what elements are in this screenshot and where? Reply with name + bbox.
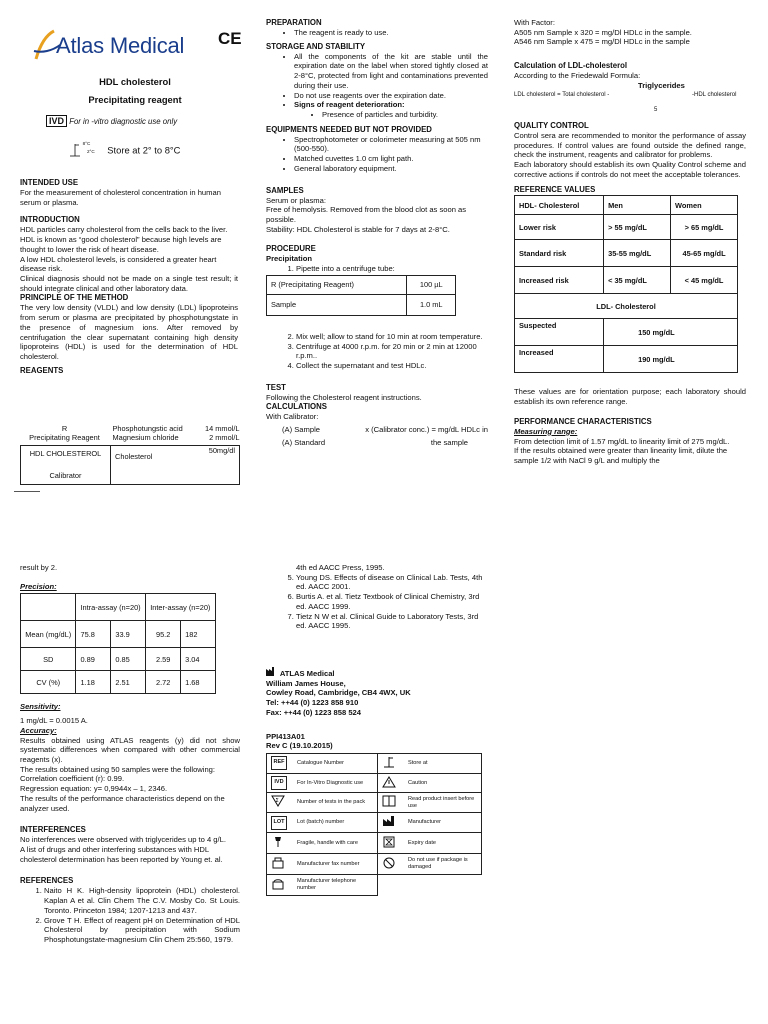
doc-code: PPI413A01	[266, 731, 305, 741]
temperature-icon	[382, 756, 396, 768]
temp-hi: 8°C	[82, 141, 91, 147]
list-item: • All the components of the kit are stable until the expiration date on the label when stored tightly closed at 2-8°C, protected from light and contaminations prevented during their use.	[294, 52, 488, 91]
factor-line-1: A505 nm Sample x 320 = mg/Dl HDLc in the sample.	[514, 27, 692, 37]
table-row: Manufacturer telephone number	[267, 874, 482, 895]
principle-heading: PRINCIPLE OF THE METHOD	[20, 293, 129, 303]
title-line1: HDL cholesterol	[99, 76, 171, 87]
intro-para-4: Clinical diagnosis should not be made on a single test result; it should integrate clinical and other laboratory data.	[20, 273, 238, 293]
accuracy-line-5: The results of the performance characteristics depend on the analyzer used.	[20, 793, 225, 813]
symbols-legend	[266, 753, 482, 896]
thermometer-icon	[66, 142, 84, 160]
table-row	[21, 424, 240, 445]
calculations-heading: CALCULATIONS	[266, 402, 327, 412]
table-row: R (Precipitating Reagent) 100 µL	[267, 275, 456, 294]
accuracy-line-4: Regression equation: y= 0,9944x – 1, 2346.	[20, 784, 168, 794]
procedure-heading: PROCEDURE	[266, 244, 316, 254]
accuracy-line-1: Results obtained using ATLAS reagents (y) did not show systematic differences when compared with other commercial reagents (x).	[20, 735, 240, 765]
reference-3-continuation: 4th ed AACC Press, 1995.	[296, 563, 385, 572]
table-row: Sample 1.0 mL	[267, 294, 456, 315]
factor-line-2: A546 nm Sample x 475 = mg/Dl HDLc in the sample	[514, 37, 690, 47]
company-name: ATLAS Medical	[279, 669, 335, 679]
preparation-heading: PREPARATION	[266, 18, 322, 27]
intended-use-heading: INTENDED USE	[20, 178, 79, 187]
list-item: • Do not use reagents over the expiration date.	[294, 91, 488, 101]
procedure-sub: Precipitation	[266, 254, 312, 264]
ref-values-heading: REFERENCE VALUES	[514, 185, 596, 195]
divider	[14, 491, 40, 492]
with-factor: With Factor:	[514, 18, 555, 27]
calibrator-sub: Calibrator	[49, 470, 82, 480]
list-item: 7. Tietz N W et al. Clinical Guide to Laboratory Tests, 3rd ed. AACC 1995.	[296, 612, 490, 631]
list-item: • Matched cuvettes 1.0 cm light path.	[294, 154, 488, 164]
column-2	[266, 18, 488, 447]
references-heading: REFERENCES	[20, 876, 74, 886]
samples-line-2: Free of hemolysis. Removed from the blood clot as soon as possible.	[266, 205, 467, 224]
column-1	[20, 178, 238, 376]
table-row: LOT Lot (batch) number Manufacturer	[267, 813, 482, 833]
interferences-line-1: No interferences were observed with triglycerides up to 4 g/L.	[20, 835, 226, 845]
book-icon	[382, 795, 396, 807]
list-item: 1. Pipette into a centrifuge tube:	[296, 264, 488, 274]
factory-icon	[266, 667, 278, 676]
ref-icon: REF	[271, 756, 287, 770]
table-row: Increased risk < 35 mg/dL < 45 mg/dL	[515, 267, 738, 294]
list-item: • Presence of particles and turbidity.	[322, 110, 488, 120]
interferences-heading: INTERFERENCES	[20, 825, 86, 835]
doc-revision: Rev C (19.10.2015)	[266, 741, 333, 751]
reagent-comp-2: Magnesium chloride	[112, 433, 179, 443]
table-row: IVD For In-Vitro Diagnostic use Caution	[267, 773, 482, 793]
calibrator-name: HDL CHOLESTEROL	[29, 449, 102, 459]
table-row: Suspected 150 mg/dL	[515, 319, 738, 346]
reagents-heading: REAGENTS	[20, 365, 64, 375]
reagent-comp-1: Phosphotungstic acid	[112, 424, 183, 433]
calc-line-1: (A) Sample x (Calibrator conc.) = mg/dL HDLc in	[282, 425, 488, 435]
do-not-use-label: Do not use if package is damaged	[408, 857, 468, 870]
table-row: SD 0.89 0.85 2.59 3.04	[21, 648, 216, 671]
reagent-code: R	[61, 424, 68, 433]
samples-heading: SAMPLES	[266, 185, 304, 195]
temp-lo: 2°C	[86, 149, 95, 155]
svg-text:Σ: Σ	[275, 798, 279, 805]
qc-heading: QUALITY CONTROL	[514, 120, 589, 130]
samples-line-3: Stability: HDL Cholesterol is stable for 7 days at 2-8°C.	[266, 224, 450, 234]
precision-table	[20, 593, 216, 694]
lot-icon: LOT	[271, 816, 287, 830]
intro-para-2: HDL is known as “good cholesterol” because high levels are thought to lower the risk of heart disease.	[20, 235, 222, 254]
table-row	[21, 445, 240, 484]
manufacturer-icon	[382, 815, 396, 827]
intro-para-3: A low HDL cholesterol levels, is considered a greater heart disease risk.	[20, 254, 217, 274]
test-text: Following the Cholesterol reagent instructions.	[266, 392, 422, 402]
test-heading: TEST	[266, 382, 286, 392]
introduction-heading: INTRODUCTION	[20, 215, 80, 225]
ref-note: These values are for orientation purpose; each laboratory should establish its own reference range.	[514, 387, 746, 407]
table-row: Intra-assay (n=20) Inter-assay (n=20)	[21, 594, 216, 621]
table-row: HDL- Cholesterol Men Women	[515, 196, 738, 215]
column-3	[514, 18, 746, 466]
storage-temp-note	[66, 142, 180, 160]
list-item: 5. Young DS. Effects of disease on Clinical Lab. Tests, 4th ed. AACC 2001.	[296, 573, 490, 592]
reagent-conc-1: 14 mmol/L	[204, 424, 240, 433]
measuring-range-label: Measuring range:	[514, 426, 578, 436]
phone-line: Tel: ++44 (0) 1223 858 910	[266, 698, 359, 708]
list-item: • General laboratory equipment.	[294, 164, 488, 174]
measuring-range-p2: If the results obtained were greater than linearity limit, dilute the sample 1/2 with NaCl 9 g/L and multiply the	[514, 446, 728, 465]
with-calibrator: With Calibrator:	[266, 412, 319, 422]
calc-line-2: (A) Standard the sample	[282, 437, 468, 447]
product-title	[20, 76, 250, 106]
list-item: • Spectrophotometer or colorimeter measuring at 505 nm (500-550).	[294, 135, 488, 154]
fax-icon	[271, 857, 285, 869]
table-row: Mean (mg/dL) 75.8 33.9 95.2 182	[21, 621, 216, 648]
qc-para-1: Control sera are recommended to monitor the performance of assay procedures. If control values are found outside the defined range, check the instrument, reagents and calibrator for problems.	[514, 130, 746, 160]
ldl-calc-intro: According to the Friedewald Formula:	[514, 71, 641, 81]
title-line2: Precipitating reagent	[88, 94, 182, 106]
reagent-conc-2: 2 mmol/L	[209, 433, 240, 443]
table-row: CV (%) 1.18 2.51 2.72 1.68	[21, 671, 216, 694]
table-row: LDL- Cholesterol	[515, 294, 738, 319]
table-row: Fragile, handle with care Expiry date	[267, 832, 482, 853]
brand-name: Atlas Medical	[56, 33, 185, 58]
table-row: Σ Number of tests in the pack Read product insert before use	[267, 793, 482, 813]
measuring-range-p1: From detection limit of 1.57 mg/dL to linearity limit of 275 mg/dL.	[514, 436, 730, 446]
lower-column-2	[266, 563, 490, 896]
list-item: 6. Burtis A. et al. Tietz Textbook of Clinical Chemistry, 3rd ed. AACC 1999.	[296, 592, 490, 611]
table-row: REF Catalogue Number Store at	[267, 754, 482, 774]
table-row: Manufacturer fax number Do not use if package is damaged	[267, 853, 482, 874]
calibrator-conc: 50mg/dl	[208, 445, 235, 455]
list-item: 1. Naito H K. High-density lipoprotein (HDL) cholesterol. Kaplan A et al. Clin Chem The C.V. Mosby Co. St Louis. Toronto. Princeton 1984; 1207-1213 and 437.	[44, 886, 240, 915]
list-item: • The reagent is ready to use.	[294, 28, 488, 38]
lower-column-1	[20, 563, 240, 945]
ivd-text: For in -vitro diagnostic use only	[69, 117, 178, 126]
expiry-hourglass-icon	[382, 836, 396, 848]
table-row: Lower risk > 55 mg/dL > 65 mg/dL	[515, 215, 738, 240]
list-item: 4. Collect the supernatant and test HDLc.	[296, 361, 488, 371]
intended-use-text: For the measurement of cholesterol concentration in human serum or plasma.	[20, 187, 221, 207]
intro-para-1: HDL particles carry cholesterol from the cells back to the liver.	[20, 225, 228, 235]
fax-line: Fax: ++44 (0) 1223 858 524	[266, 707, 361, 717]
principle-text: The very low density (VLDL) and low density (LDL) lipoproteins from serum or plasma are precipitated by phosphotungstate in the presence of magnesium ions. After removed by centrifugation the clear supernatant containing high density lipoproteins (HDL) is used for the determination of HDL cholesterol.	[20, 303, 238, 361]
ce-mark: CE	[218, 29, 242, 48]
accuracy-line-3: Correlation coefficient (r): 0.99.	[20, 774, 125, 784]
reagents-table	[20, 424, 240, 485]
ivd-note	[46, 116, 177, 128]
qc-para-2: Each laboratory should establish its own Quality Control scheme and corrective actions if controls do not meet the acceptable tolerances.	[514, 159, 746, 179]
range-continuation: result by 2.	[20, 563, 58, 572]
list-item: 3. Centrifuge at 4000 r.p.m. for 20 min or 2 min at 12000 r.p.m..	[296, 342, 488, 361]
doc-info	[266, 732, 490, 751]
caution-icon	[382, 776, 396, 788]
ivd-icon: IVD	[271, 776, 287, 790]
list-item: • Signs of reagent deterioration:	[294, 100, 488, 110]
interferences-line-2: A list of drugs and other interfering substances with HDL cholesterol determination has been reported by Young et. al.	[20, 845, 223, 864]
equipment-heading: EQUIPMENTS NEEDED BUT NOT PROVIDED	[266, 124, 432, 134]
precipitation-table	[266, 275, 456, 316]
reference-values-table	[514, 195, 738, 373]
brand-logo	[32, 26, 232, 66]
ivd-badge: IVD	[46, 115, 67, 127]
reagent-name: Precipitating Reagent	[29, 433, 100, 443]
address-line: Cowley Road, Cambridge, CB4 4WX, UK	[266, 688, 411, 698]
tests-count-icon	[271, 795, 285, 807]
storage-note-text: Store at 2° to 8°C	[107, 144, 181, 156]
sensitivity-label: Sensitivity:	[20, 702, 61, 712]
samples-line-1: Serum or plasma:	[266, 195, 326, 205]
ldl-calc-heading: Calculation of LDL-cholesterol	[514, 61, 628, 71]
accuracy-line-2: The results obtained using 50 samples were the following:	[20, 764, 216, 774]
friedewald-formula: Triglycerides LDL cholesterol = Total cholesterol - -HDL cholesterol 5	[514, 80, 737, 113]
precision-label: Precision:	[20, 581, 57, 591]
calibrator-comp: Cholesterol	[115, 451, 153, 461]
do-not-use-icon	[382, 857, 396, 869]
sensitivity-text: 1 mg/dL = 0.0015 A.	[20, 716, 88, 726]
list-item: 2. Mix well; allow to stand for 10 min at room temperature.	[296, 332, 488, 342]
table-row: Standard risk 35-55 mg/dL 45-65 mg/dL	[515, 240, 738, 267]
list-item: 2. Grove T H. Effect of reagent pH on Determination of HDL Cholesterol by precipitation with Sodium Phosphotungstate-magnesium Clin Chem 25:560, 1979.	[44, 916, 240, 945]
storage-heading: STORAGE AND STABILITY	[266, 41, 366, 51]
performance-heading: PERFORMANCE CHARACTERISTICS	[514, 416, 652, 426]
phone-icon	[271, 878, 285, 890]
manufacturer-address	[266, 667, 490, 718]
table-row: Increased 190 mg/dL	[515, 346, 738, 373]
address-line: William James House,	[266, 678, 346, 688]
fragile-icon	[271, 836, 285, 848]
accuracy-label: Accuracy:	[20, 725, 57, 735]
